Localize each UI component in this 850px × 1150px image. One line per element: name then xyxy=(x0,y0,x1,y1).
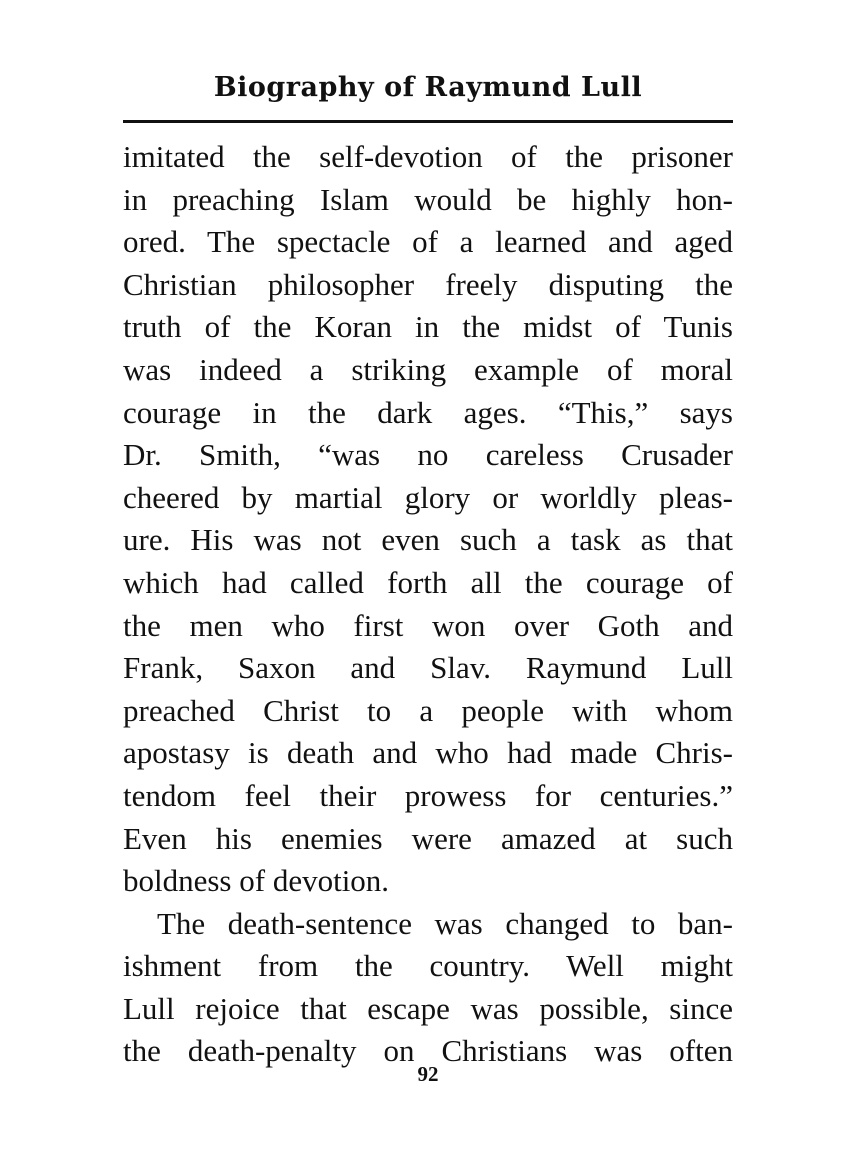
text-line: ored. The spectacle of a learned and aged xyxy=(123,224,733,260)
text-line: the death-penalty on Christians was often xyxy=(123,1033,733,1069)
text-line: Lull rejoice that escape was possible, since xyxy=(123,990,733,1026)
text-line: ishment from the country. Well might xyxy=(123,948,733,984)
text-line: preached Christ to a people with whom xyxy=(123,692,733,728)
text-line: ure. His was not even such a task as that xyxy=(123,522,733,558)
text-line: the men who first won over Goth and xyxy=(123,607,733,643)
text-line: boldness of devotion. xyxy=(123,863,390,899)
text-line: The death-sentence was changed to ban- xyxy=(157,905,733,941)
text-line: tendom feel their prowess for centuries.” xyxy=(123,777,733,813)
page-number: 92 xyxy=(417,1062,439,1086)
running-head: Biography of Raymund Lull xyxy=(213,72,643,103)
text-line: Even his enemies were amazed at such xyxy=(123,820,733,856)
header-rule xyxy=(123,120,733,123)
text-line: courage in the dark ages. “This,” says xyxy=(123,394,733,430)
paragraph-1 xyxy=(123,136,733,903)
text-line: which had called forth all the courage of xyxy=(123,564,733,600)
text-line: Frank, Saxon and Slav. Raymund Lull xyxy=(123,650,733,686)
text-line: in preaching Islam would be highly hon- xyxy=(123,181,733,217)
text-line: truth of the Koran in the midst of Tunis xyxy=(123,309,733,345)
text-line: apostasy is death and who had made Chris- xyxy=(123,735,733,771)
paragraph-2 xyxy=(123,903,733,1073)
text-line: imitated the self-devotion of the prisoner xyxy=(123,139,733,174)
body-text xyxy=(123,136,733,1073)
text-line: Christian philosopher freely disputing the xyxy=(123,266,733,302)
text-line: Dr. Smith, “was no careless Crusader xyxy=(123,437,733,473)
text-line: was indeed a striking example of moral xyxy=(123,351,733,387)
text-line: cheered by martial glory or worldly pleas- xyxy=(123,479,733,515)
